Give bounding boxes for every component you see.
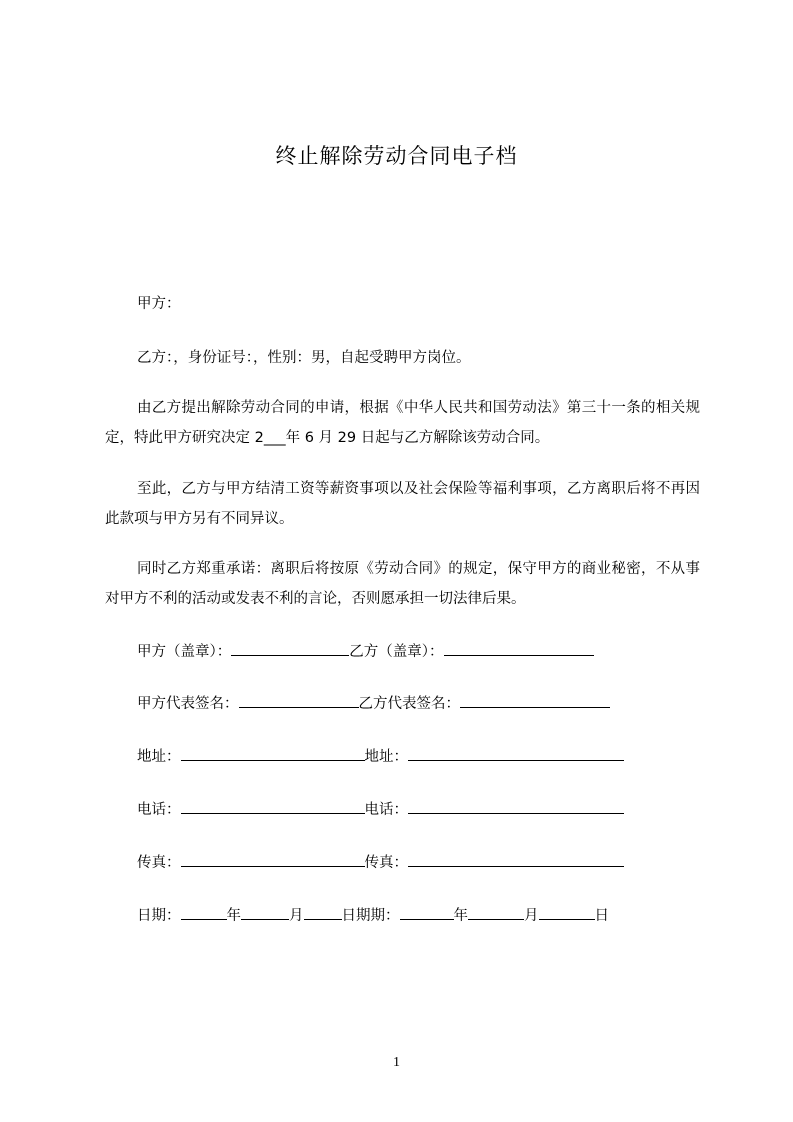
date-a-year: 年 xyxy=(226,908,241,924)
fax-a-blank[interactable] xyxy=(181,852,365,867)
date-a-month-blank[interactable] xyxy=(241,905,289,920)
seal-b-label: 乙方（盖章）： xyxy=(349,644,444,660)
addr-b-blank[interactable] xyxy=(408,746,624,761)
seal-a-blank[interactable] xyxy=(231,641,349,656)
rep-b-blank[interactable] xyxy=(460,693,610,708)
tel-b-blank[interactable] xyxy=(408,799,624,814)
date-b-day: 日 xyxy=(594,908,609,924)
date-b-month-blank[interactable] xyxy=(468,905,524,920)
party-a-line: 甲方： xyxy=(137,296,181,312)
settlement-paragraph: 至此，乙方与甲方结清工资等薪资事项以及社会保险等福利事项，乙方离职后将不再因此款项与甲方另有不同异议。 xyxy=(105,481,700,527)
date-a-year-blank[interactable] xyxy=(181,905,227,920)
tel-a-label: 电话： xyxy=(137,802,181,818)
date-a-month: 月 xyxy=(289,908,304,924)
date-a-label: 日期： xyxy=(137,908,181,924)
date-row xyxy=(137,904,609,925)
date-b-year: 年 xyxy=(453,908,468,924)
page-number: 1 xyxy=(393,1055,400,1070)
date-b-label: 日期期： xyxy=(341,908,400,924)
date-b-day-blank[interactable] xyxy=(539,905,595,920)
seal-row xyxy=(137,640,594,661)
rep-a-label: 甲方代表签名： xyxy=(137,696,239,712)
party-b-line: 乙方：，身份证号：，性别：男，自起受聘甲方岗位。 xyxy=(137,350,471,366)
telephone-row xyxy=(137,798,624,819)
addr-b-label: 地址： xyxy=(364,749,408,765)
seal-a-label: 甲方（盖章）： xyxy=(137,644,232,660)
rep-b-label: 乙方代表签名： xyxy=(358,696,460,712)
fax-row xyxy=(137,851,624,872)
date-a-day-blank[interactable] xyxy=(304,905,342,920)
address-row xyxy=(137,745,624,766)
tel-a-blank[interactable] xyxy=(181,799,365,814)
commitment-paragraph: 同时乙方郑重承诺：离职后将按原《劳动合同》的规定，保守甲方的商业秘密，不从事对甲方不利的活动或发表不利的言论，否则愿承担一切法律后果。 xyxy=(105,561,700,607)
addr-a-label: 地址： xyxy=(137,749,181,765)
fax-b-label: 传真： xyxy=(364,855,408,871)
addr-a-blank[interactable] xyxy=(181,746,365,761)
fax-a-label: 传真： xyxy=(137,855,181,871)
document-title: 终止解除劳动合同电子档 xyxy=(275,144,518,168)
date-b-month: 月 xyxy=(524,908,539,924)
date-b-year-blank[interactable] xyxy=(400,905,454,920)
fax-b-blank[interactable] xyxy=(408,852,624,867)
seal-b-blank[interactable] xyxy=(444,641,594,656)
representative-row xyxy=(137,692,610,713)
tel-b-label: 电话： xyxy=(364,802,408,818)
rep-a-blank[interactable] xyxy=(239,693,359,708)
termination-paragraph: 由乙方提出解除劳动合同的申请，根据《中华人民共和国劳动法》第三十一条的相关规定，特此甲方研究决定 2___年 6 月 29 日起与乙方解除该劳动合同。 xyxy=(105,400,700,446)
